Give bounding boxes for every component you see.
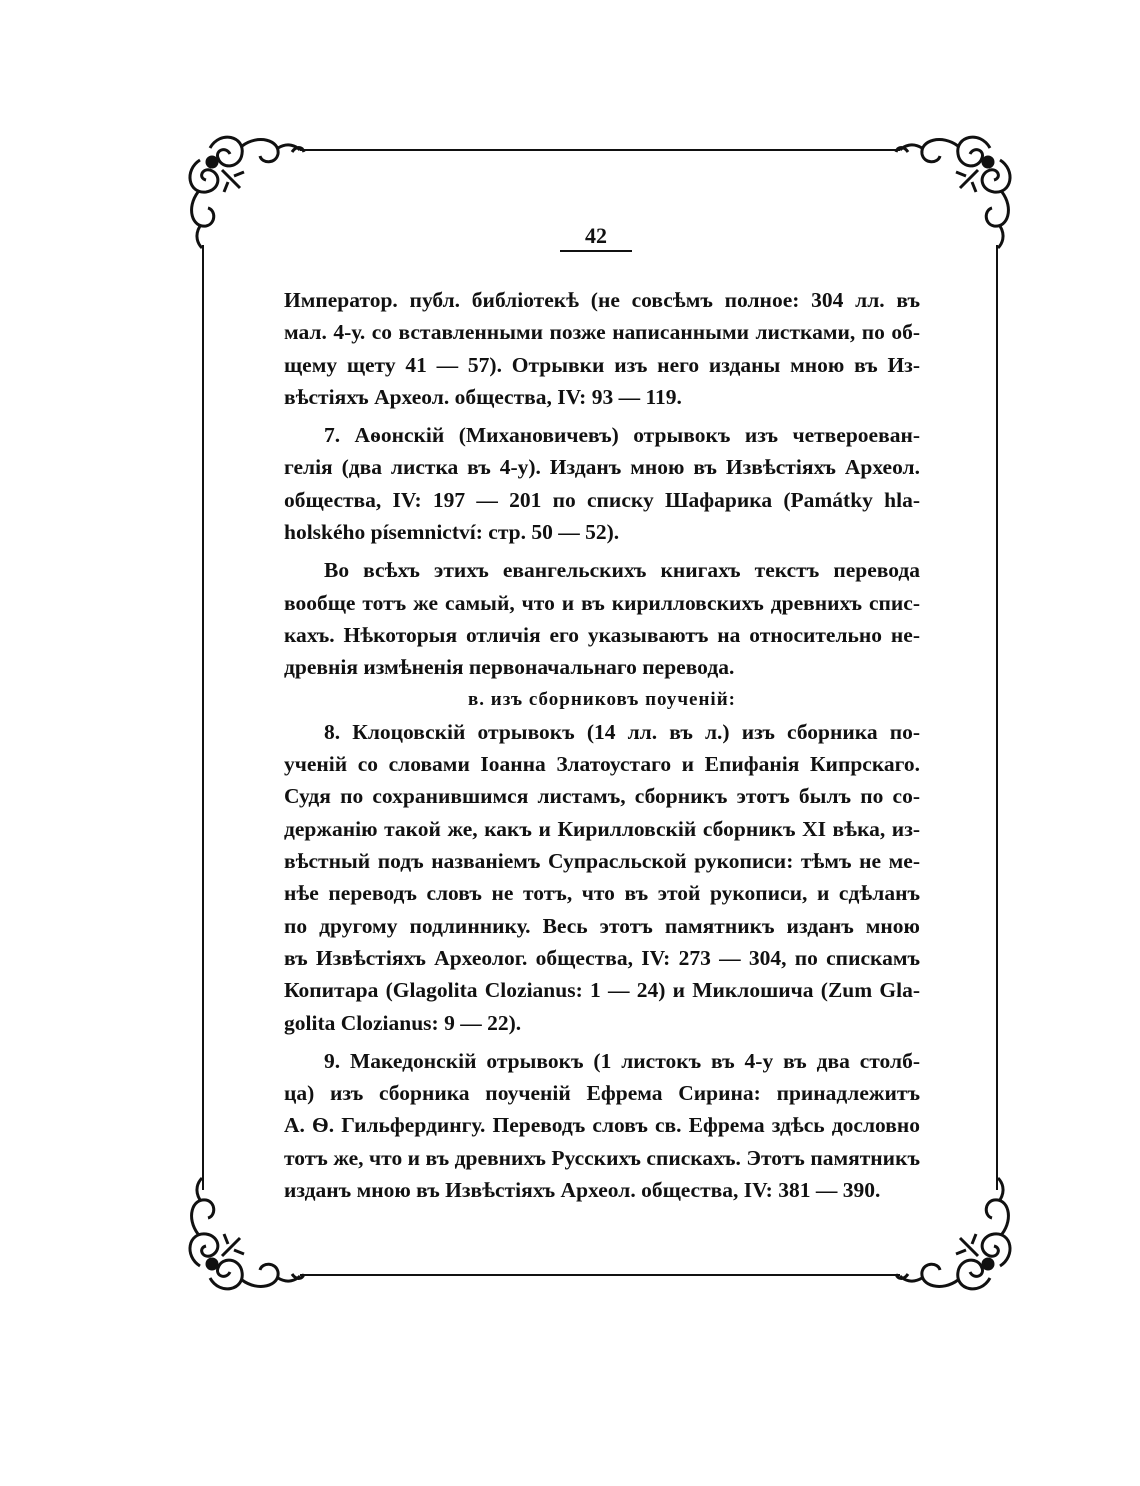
text-line: ученій со словами Іоанна Златоустаго и Епифанія Кипрскаго. xyxy=(284,752,920,777)
corner-ornament-top-right-icon xyxy=(896,137,1010,248)
text-line: Император. публ. библіотекѣ (не совсѣмъ полное: 304 лл. въ xyxy=(284,288,920,312)
text-line: гелія (два листка въ 4-у). Изданъ мною въ Извѣстіяхъ Археол. xyxy=(284,455,920,480)
body-text xyxy=(284,284,920,1206)
text-line: изданъ мною въ Извѣстіяхъ Археол. общества, IV: 381 — 390. xyxy=(284,1178,881,1203)
text-line: по другому подлиннику. Весь этотъ памятникъ изданъ мною xyxy=(284,913,920,938)
text-line: 7. Аѳонскій (Михановичевъ) отрывокъ изъ четвероеван- xyxy=(324,423,920,448)
page-number: 42 xyxy=(560,224,632,252)
text-line: golita Clozianus: 9 — 22). xyxy=(284,1010,522,1035)
text-line: вѣстіяхъ Археол. общества, IV: 93 — 119. xyxy=(284,384,682,409)
corner-ornament-top-left-icon xyxy=(190,137,304,248)
text-line: въ Извѣстіяхъ Археолог. общества, IV: 273 — 304, по спискамъ xyxy=(284,945,920,970)
text-line: кахъ. Нѣкоторыя отличія его указываютъ на относительно не- xyxy=(284,622,920,647)
text-line: А. Ѳ. Гильфердингу. Переводъ словъ св. Ефрема здѣсь дословно xyxy=(284,1113,920,1138)
section-heading: в. изъ сборниковъ поученій: xyxy=(468,688,736,710)
text-line: holského písemnictví: стр. 50 — 52). xyxy=(284,520,620,545)
text-line: вѣстный подъ названіемъ Супрасльской рукописи: тѣмъ не ме- xyxy=(284,849,920,874)
text-line: Во всѣхъ этихъ евангельскихъ книгахъ текстъ перевода xyxy=(324,558,920,583)
text-line: Копитара (Glagolita Clozianus: 1 — 24) и Миклошича (Zum Gla- xyxy=(284,978,920,1003)
text-line: древнія измѣненія первоначальнаго перевода. xyxy=(284,655,735,680)
text-line: держанію такой же, какъ и Кирилловскій сборникъ XI вѣка, из- xyxy=(284,816,920,841)
text-line: 9. Македонскій отрывокъ (1 листокъ въ 4-у въ два столб- xyxy=(324,1048,920,1073)
text-line: щему щету 41 — 57). Отрывки изъ него изданы мною въ Из- xyxy=(284,352,920,377)
text-line: Судя по сохранившимся листамъ, сборникъ этотъ былъ по со- xyxy=(284,784,920,809)
text-line: вообще тотъ же самый, что и въ кирилловскихъ древнихъ спис- xyxy=(284,590,920,615)
text-line: мал. 4-у. со вставленными позже написанными листками, по об- xyxy=(284,320,920,345)
text-line: общества, IV: 197 — 201 по списку Шафарика (Památky hla- xyxy=(284,487,920,512)
text-line: 8. Клоцовскій отрывокъ (14 лл. въ л.) изъ сборника по- xyxy=(324,719,920,744)
text-line: тотъ же, что и въ древнихъ Русскихъ спискахъ. Этотъ памятникъ xyxy=(284,1145,920,1170)
text-line: нѣе переводъ словъ не тотъ, что въ этой рукописи, и сдѣланъ xyxy=(284,881,920,906)
text-line: ца) изъ сборника поученій Ефрема Сирина: принадлежитъ xyxy=(284,1081,920,1106)
